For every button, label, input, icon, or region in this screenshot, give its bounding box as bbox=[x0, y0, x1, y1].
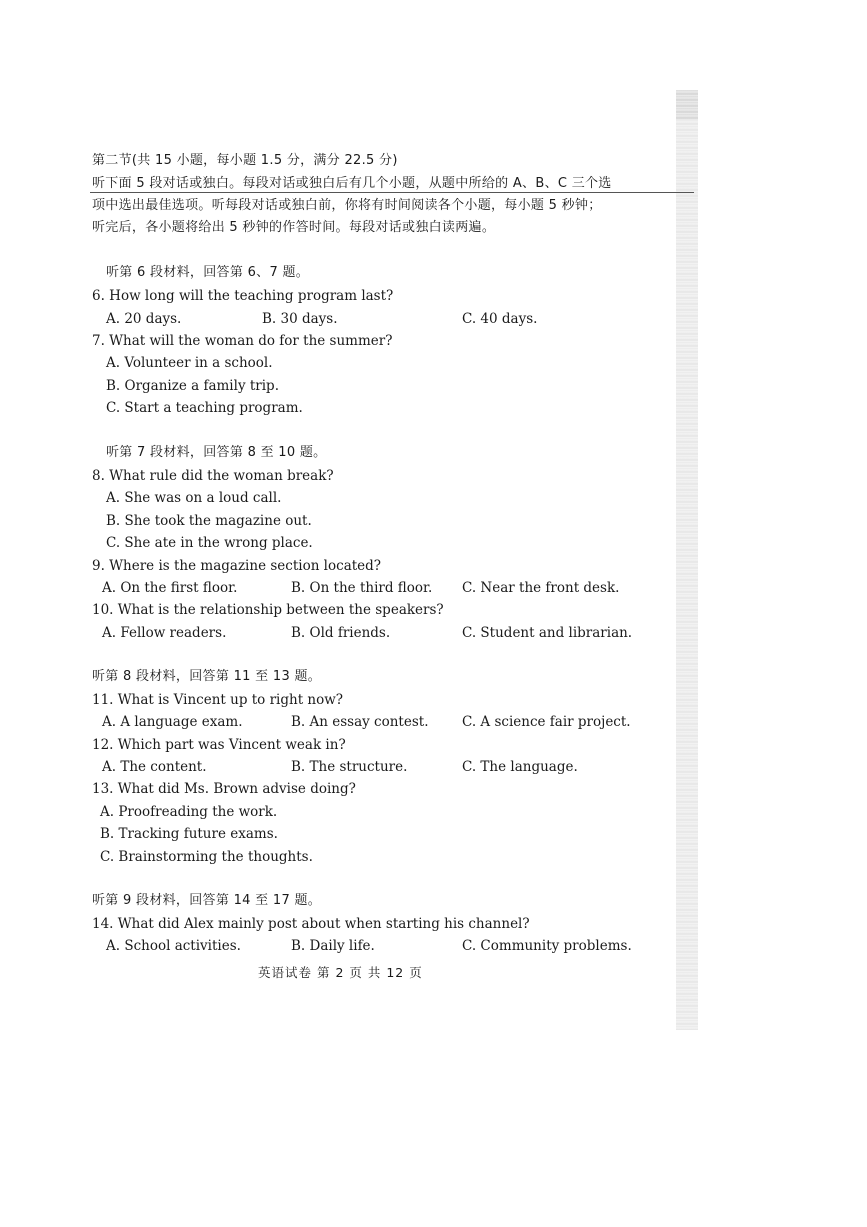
page-footer: 英语试卷 第 2 页 共 12 页 bbox=[258, 965, 423, 980]
instruction-line: 项中选出最佳选项。听每段对话或独白前，你将有时间阅读各个小题，每小题 5 秒钟； bbox=[92, 198, 602, 213]
group-intro: 听第 8 段材料，回答第 11 至 13 题。 bbox=[92, 669, 322, 684]
option-a: A. Volunteer in a school. bbox=[106, 355, 273, 371]
question-stem: 14. What did Alex mainly post about when starting his channel? bbox=[92, 916, 530, 932]
option-b: B. The structure. bbox=[291, 759, 408, 775]
question-stem: 11. What is Vincent up to right now? bbox=[92, 692, 344, 708]
instruction-line: 听下面 5 段对话或独白。每段对话或独白后有几个小题，从题中所给的 A、B、C 三个选 bbox=[92, 176, 612, 191]
header-rule bbox=[90, 192, 694, 193]
question-stem: 6. How long will the teaching program last? bbox=[92, 288, 394, 304]
option-c: C. Community problems. bbox=[462, 938, 632, 954]
option-b: B. On the third floor. bbox=[291, 580, 433, 596]
option-a: A. Fellow readers. bbox=[102, 625, 227, 641]
option-a: A. 20 days. bbox=[106, 311, 182, 327]
option-c: C. Student and librarian. bbox=[462, 625, 633, 641]
question-stem: 9. Where is the magazine section located? bbox=[92, 558, 382, 574]
option-c: C. She ate in the wrong place. bbox=[106, 535, 313, 551]
group-intro: 听第 6 段材料，回答第 6、7 题。 bbox=[106, 265, 310, 280]
option-b: B. An essay contest. bbox=[291, 714, 429, 730]
option-a: A. A language exam. bbox=[102, 714, 243, 730]
group-intro: 听第 7 段材料，回答第 8 至 10 题。 bbox=[106, 445, 327, 460]
option-a: A. School activities. bbox=[106, 938, 241, 954]
option-b: B. Tracking future exams. bbox=[100, 826, 278, 842]
question-stem: 10. What is the relationship between the speakers? bbox=[92, 602, 444, 618]
option-c: C. Near the front desk. bbox=[462, 580, 620, 596]
option-c: C. A science fair project. bbox=[462, 714, 631, 730]
instruction-line: 听完后，各小题将给出 5 秒钟的作答时间。每段对话或独白读两遍。 bbox=[92, 220, 496, 235]
section-heading: 第二节(共 15 小题，每小题 1.5 分，满分 22.5 分) bbox=[92, 153, 398, 168]
option-a: A. The content. bbox=[102, 759, 207, 775]
option-a: A. Proofreading the work. bbox=[100, 804, 278, 820]
option-c: C. Start a teaching program. bbox=[106, 400, 303, 416]
scan-edge-artifact bbox=[676, 90, 698, 1030]
question-stem: 8. What rule did the woman break? bbox=[92, 468, 334, 484]
option-a: A. On the first floor. bbox=[102, 580, 238, 596]
group-intro: 听第 9 段材料，回答第 14 至 17 题。 bbox=[92, 893, 322, 908]
question-stem: 7. What will the woman do for the summer? bbox=[92, 333, 393, 349]
option-b: B. She took the magazine out. bbox=[106, 513, 312, 529]
question-stem: 13. What did Ms. Brown advise doing? bbox=[92, 781, 356, 797]
option-c: C. The language. bbox=[462, 759, 578, 775]
option-c: C. Brainstorming the thoughts. bbox=[100, 849, 313, 865]
option-b: B. Daily life. bbox=[291, 938, 375, 954]
option-a: A. She was on a loud call. bbox=[106, 490, 282, 506]
question-stem: 12. Which part was Vincent weak in? bbox=[92, 737, 346, 753]
option-b: B. 30 days. bbox=[262, 311, 338, 327]
option-b: B. Old friends. bbox=[291, 625, 391, 641]
option-b: B. Organize a family trip. bbox=[106, 378, 279, 394]
option-c: C. 40 days. bbox=[462, 311, 538, 327]
